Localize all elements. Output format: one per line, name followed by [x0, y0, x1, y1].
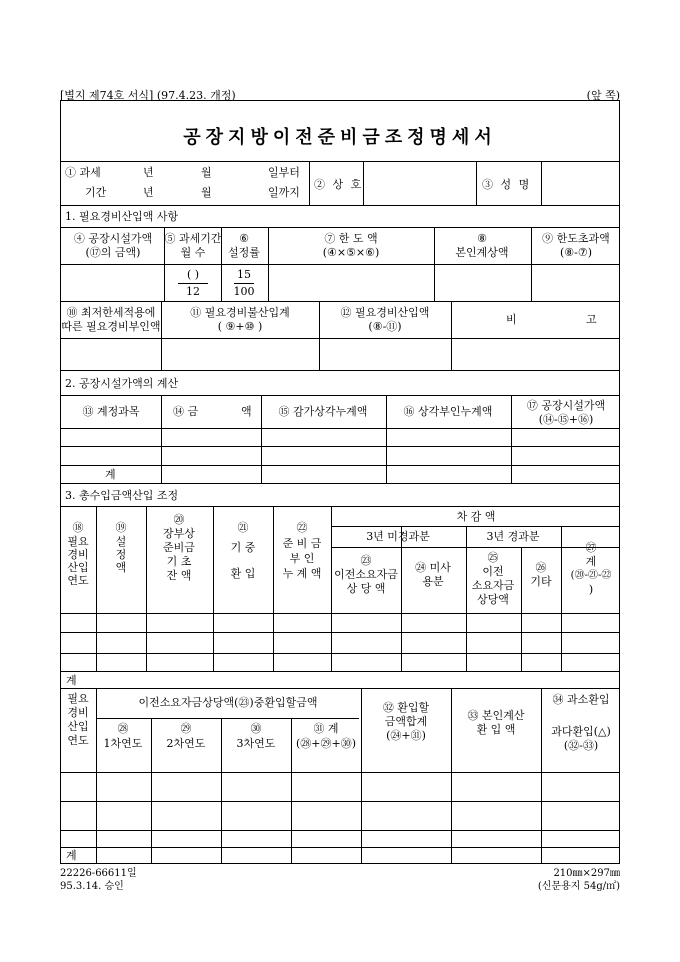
section-3-heading: 3. 총수입금액산입 조정	[65, 489, 179, 502]
section-3-total-label: 계	[66, 674, 77, 687]
day-to-label: 일까지	[268, 186, 300, 199]
col-31-subheader: (㉘+㉙+㉚)	[295, 737, 357, 750]
col-8-subheader: 본인계상액	[455, 246, 509, 259]
section-1-heading: 1. 필요경비산입액 사항	[65, 210, 179, 223]
section-2-total-label: 계	[105, 468, 116, 481]
col-33-subheader: 환 입 액	[476, 723, 516, 736]
approval-date: 95.3.14. 승인	[60, 881, 124, 892]
month-label: 월	[201, 166, 212, 179]
col-9-subheader: (⑧-⑦)	[559, 246, 593, 259]
form-reference: [별지 제74호 서식] (97.4.23. 개정)	[60, 89, 236, 102]
bottom-year-label-1: 필요	[67, 692, 89, 705]
col-18-label-1: 필요	[67, 535, 89, 548]
col-25-label-1: 이전	[482, 565, 504, 578]
tax-period-label: ① 과세	[65, 166, 101, 179]
col-4-subheader: (⑰의 금액)	[85, 246, 141, 259]
months-fraction-numerator: ( )	[186, 268, 200, 281]
month-label: 월	[201, 186, 212, 199]
col-18-label-2: 경비	[67, 548, 89, 561]
col-34-header: ㉞ 과소환입	[552, 693, 610, 706]
col-7-subheader: (④×⑤×⑥)	[322, 246, 380, 259]
col-11-subheader: ( ⑨+⑩ )	[217, 320, 263, 333]
col-24-label-1: ㉔ 미사	[415, 561, 451, 574]
form-frame	[60, 100, 620, 864]
col-4-header: ④ 공장시설가액	[73, 232, 153, 245]
col-8-header: ⑧	[477, 232, 487, 245]
paper-type: (신문용지 54g/㎡)	[537, 881, 620, 892]
person-name-label: ③ 성 명	[482, 178, 532, 191]
col-29-header: 2차연도	[166, 737, 206, 750]
col-32-header: ㉜ 환입할	[382, 701, 430, 714]
col-5-subheader: 월 수	[180, 246, 206, 259]
col-23-label-2: 상 당 액	[346, 582, 386, 595]
col-32-subheader: 금액합계	[384, 715, 428, 728]
year-label: 년	[143, 186, 154, 199]
col-27-label-1: 계	[585, 555, 597, 568]
tax-period-label-2: 기간	[85, 186, 107, 199]
paper-size: 210㎜×297㎜	[553, 868, 620, 879]
col-7-header: ⑦ 한 도 액	[324, 232, 378, 245]
form-title: 공장지방이전준비금조정명세서	[183, 127, 497, 148]
col-20-label-1: 장부상	[163, 527, 195, 540]
col-25-number: ㉕	[487, 551, 499, 564]
col-22-number: ㉒	[296, 521, 308, 534]
col-11-header: ⑪ 필요경비불산입계	[190, 306, 290, 319]
col-25-label-3: 상당액	[477, 593, 509, 606]
year-label: 년	[143, 166, 154, 179]
form-code: 22226-66611일	[60, 868, 137, 879]
col-30-number: ㉚	[250, 722, 262, 735]
col-32-formula: (㉔+㉛)	[386, 729, 426, 742]
col-16-header: ⑯ 상각부인누계액	[403, 405, 493, 418]
bottom-year-label-4: 연도	[67, 734, 89, 747]
col-23-label-1: 이전소요자금	[334, 568, 398, 581]
col-20-label-4: 잔 액	[166, 569, 192, 582]
col-28-header: 1차연도	[103, 737, 143, 750]
col-34-subheader: 과다환입(△)	[551, 725, 611, 738]
col-22-label-2: 부 인	[289, 552, 315, 565]
remarks-header-2: 고	[586, 313, 597, 326]
col-19-label-3: 액	[115, 561, 127, 574]
col-12-header: ⑫ 필요경비산입액	[340, 306, 430, 319]
col-27-label-2: (⑳-㉑-㉒	[570, 570, 612, 581]
day-from-label: 일부터	[268, 166, 300, 179]
bottom-total-label: 계	[66, 849, 77, 862]
col-22-label-3: 누 계 액	[282, 567, 322, 580]
col-20-label-2: 준비금	[163, 541, 195, 554]
section-2-heading: 2. 공장시설가액의 계산	[65, 377, 179, 390]
col-9-header: ⑨ 한도초과액	[542, 232, 610, 245]
col-30-header: 3차연도	[236, 737, 276, 750]
over-3-years-header: 3년 경과분	[486, 530, 540, 543]
under-3-years-header: 3년 미경과분	[366, 530, 430, 543]
reversal-amount-header: 이전소요자금상당액(㉓)중환입할금액	[138, 696, 318, 709]
col-31-header: ㉛ 계	[313, 722, 339, 735]
bottom-year-label-2: 경비	[67, 706, 89, 719]
deduction-header: 차 감 액	[456, 510, 496, 523]
col-6-header: ⑥	[239, 232, 249, 245]
col-20-number: ⑳	[173, 513, 185, 526]
col-18-number: ⑱	[72, 521, 84, 534]
col-19-label-2: 정	[115, 548, 127, 561]
col-18-label-4: 연도	[67, 574, 89, 587]
bottom-year-label-3: 산입	[67, 720, 89, 733]
col-14-header-2: 액	[241, 405, 252, 418]
col-17-header: ⑰ 공장시설가액	[526, 399, 606, 412]
col-10-subheader: 따른 필요경비부인액	[61, 320, 161, 333]
col-10-header: ⑩ 최저한세적용에	[66, 306, 156, 319]
months-fraction-denominator: 12	[186, 285, 200, 298]
remarks-header-1: 비	[506, 313, 517, 326]
col-26-label-1: 기타	[530, 575, 552, 588]
col-21-number: ㉑	[237, 521, 249, 534]
col-27-number: ㉗	[585, 541, 597, 554]
col-23-number: ㉓	[360, 554, 372, 567]
col-14-header: ⑭ 금	[173, 405, 199, 418]
col-25-label-2: 소요자금	[471, 579, 515, 592]
col-18-label-3: 산입	[67, 561, 89, 574]
col-21-label-2: 환 입	[230, 567, 256, 580]
col-13-header: ⑬ 계정과목	[82, 405, 140, 418]
page-side-label: (앞 쪽)	[586, 89, 620, 102]
col-34-formula: (㉜-㉝)	[563, 739, 599, 752]
col-28-number: ㉘	[117, 722, 129, 735]
col-21-label-1: 기 중	[230, 541, 256, 554]
rate-fraction-numerator: 15	[237, 268, 251, 281]
company-name-label: ② 상 호	[314, 178, 364, 191]
col-24-label-2: 용분	[422, 575, 444, 588]
col-17-subheader: (⑭-⑮+⑯)	[538, 413, 594, 426]
col-19-number: ⑲	[115, 521, 127, 534]
col-27-label-3: )	[588, 583, 594, 596]
col-26-number: ㉖	[535, 561, 547, 574]
col-5-header: ⑤ 과세기간	[164, 232, 222, 245]
col-33-header: ㉝ 본인계산	[467, 709, 525, 722]
col-12-subheader: (⑧-⑪)	[368, 320, 402, 333]
col-20-label-3: 기 초	[166, 555, 192, 568]
col-6-subheader: 설정률	[228, 246, 260, 259]
col-19-label-1: 설	[115, 535, 127, 548]
col-15-header: ⑮ 감가상각누계액	[278, 405, 368, 418]
col-29-number: ㉙	[180, 722, 192, 735]
col-22-label-1: 준 비 금	[282, 537, 322, 550]
rate-fraction-denominator: 100	[233, 285, 255, 298]
